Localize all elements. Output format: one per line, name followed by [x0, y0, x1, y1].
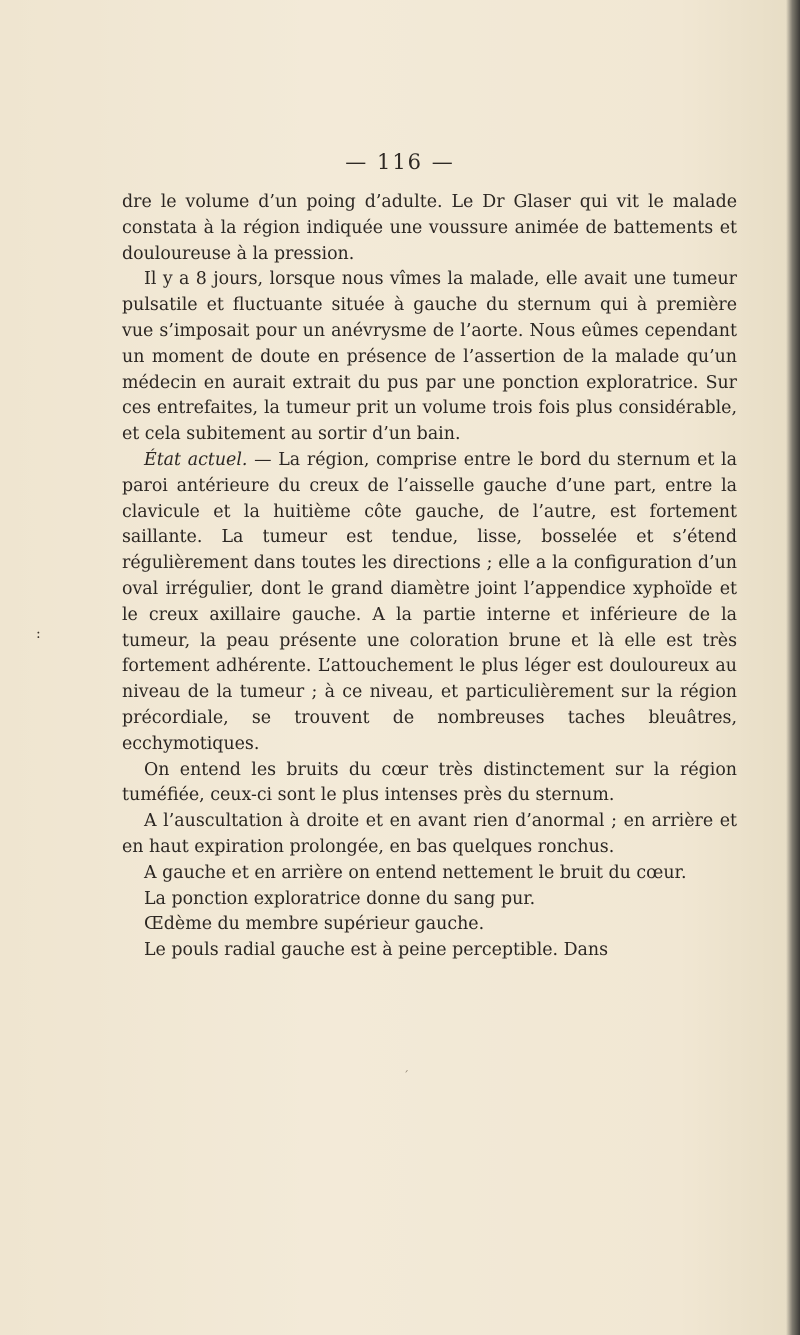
- paragraph-text: A gauche et en arrière on entend nettement le bruit du cœur.: [144, 862, 687, 883]
- page-number: — 116 —: [345, 150, 455, 174]
- paragraph-text: — La région, comprise entre le bord du sternum et la paroi antérieure du creux de l’aisselle gauche d’une part, entre la clavicule et la huitième côte gauche, de l’autre, est fortement saillante. La tumeur est tendue, lisse, bosselée et s’étend régulièrement dans toutes les directions ; elle a la configuration d’un oval irrégulier, dont le grand diamètre joint l’appendice xyphoïde et le creux axillaire gauche. A la partie interne et inférieure de la tumeur, la peau présente une coloration brune et là elle est très fortement adhérente. L’attouchement le plus léger est douloureux au niveau de la tumeur ; à ce niveau, et particulièrement sur la région précordiale, se trouvent de nombreuses taches bleuâtres, ecchymotiques.: [122, 449, 737, 754]
- paragraph: [122, 912, 737, 938]
- paragraph: [122, 758, 737, 810]
- paragraph-text: Il y a 8 jours, lorsque nous vîmes la malade, elle avait une tumeur pulsatile et fluctuante située à gauche du sternum qui à première vue s’imposait pour un anévrysme de l’aorte. Nous eûmes cependant un moment de doute en présence de l’assertion de la malade qu’un médecin en aurait extrait du pus par une ponction exploratrice. Sur ces entrefaites, la tumeur prit un volume trois fois plus considérable, et cela subitement au sortir d’un bain.: [122, 269, 737, 445]
- paragraph: [122, 809, 737, 861]
- body-text: [122, 190, 737, 964]
- paragraph-text: La ponction exploratrice donne du sang pur.: [144, 888, 536, 909]
- paragraph: [122, 190, 737, 267]
- paragraph: [122, 267, 737, 448]
- paragraph-text: On entend les bruits du cœur très distinctement sur la région tuméfiée, ceux-ci sont le plus intenses près du sternum.: [122, 759, 737, 806]
- paragraph: [122, 887, 737, 913]
- paragraph-text: A l’auscultation à droite et en avant rien d’anormal ; en arrière et en haut expiration prolongée, en bas quelques ronchus.: [122, 811, 737, 857]
- paragraph: [122, 448, 737, 758]
- page-edge-shadow: [786, 0, 800, 1335]
- margin-mark: :: [36, 626, 41, 642]
- ink-smudge: ´: [403, 1069, 409, 1083]
- paragraph-text: dre le volume d’un poing d’adulte. Le Dr Glaser qui vit le malade constata à la région indiquée une voussure animée de battements et douloureuse à la pression.: [122, 192, 737, 264]
- paragraph: [122, 938, 737, 964]
- paragraph-text: Œdème du membre supérieur gauche.: [144, 914, 485, 935]
- section-heading: État actuel.: [144, 449, 248, 470]
- paragraph: [122, 861, 737, 887]
- paragraph-text: Le pouls radial gauche est à peine perceptible. Dans: [144, 940, 609, 961]
